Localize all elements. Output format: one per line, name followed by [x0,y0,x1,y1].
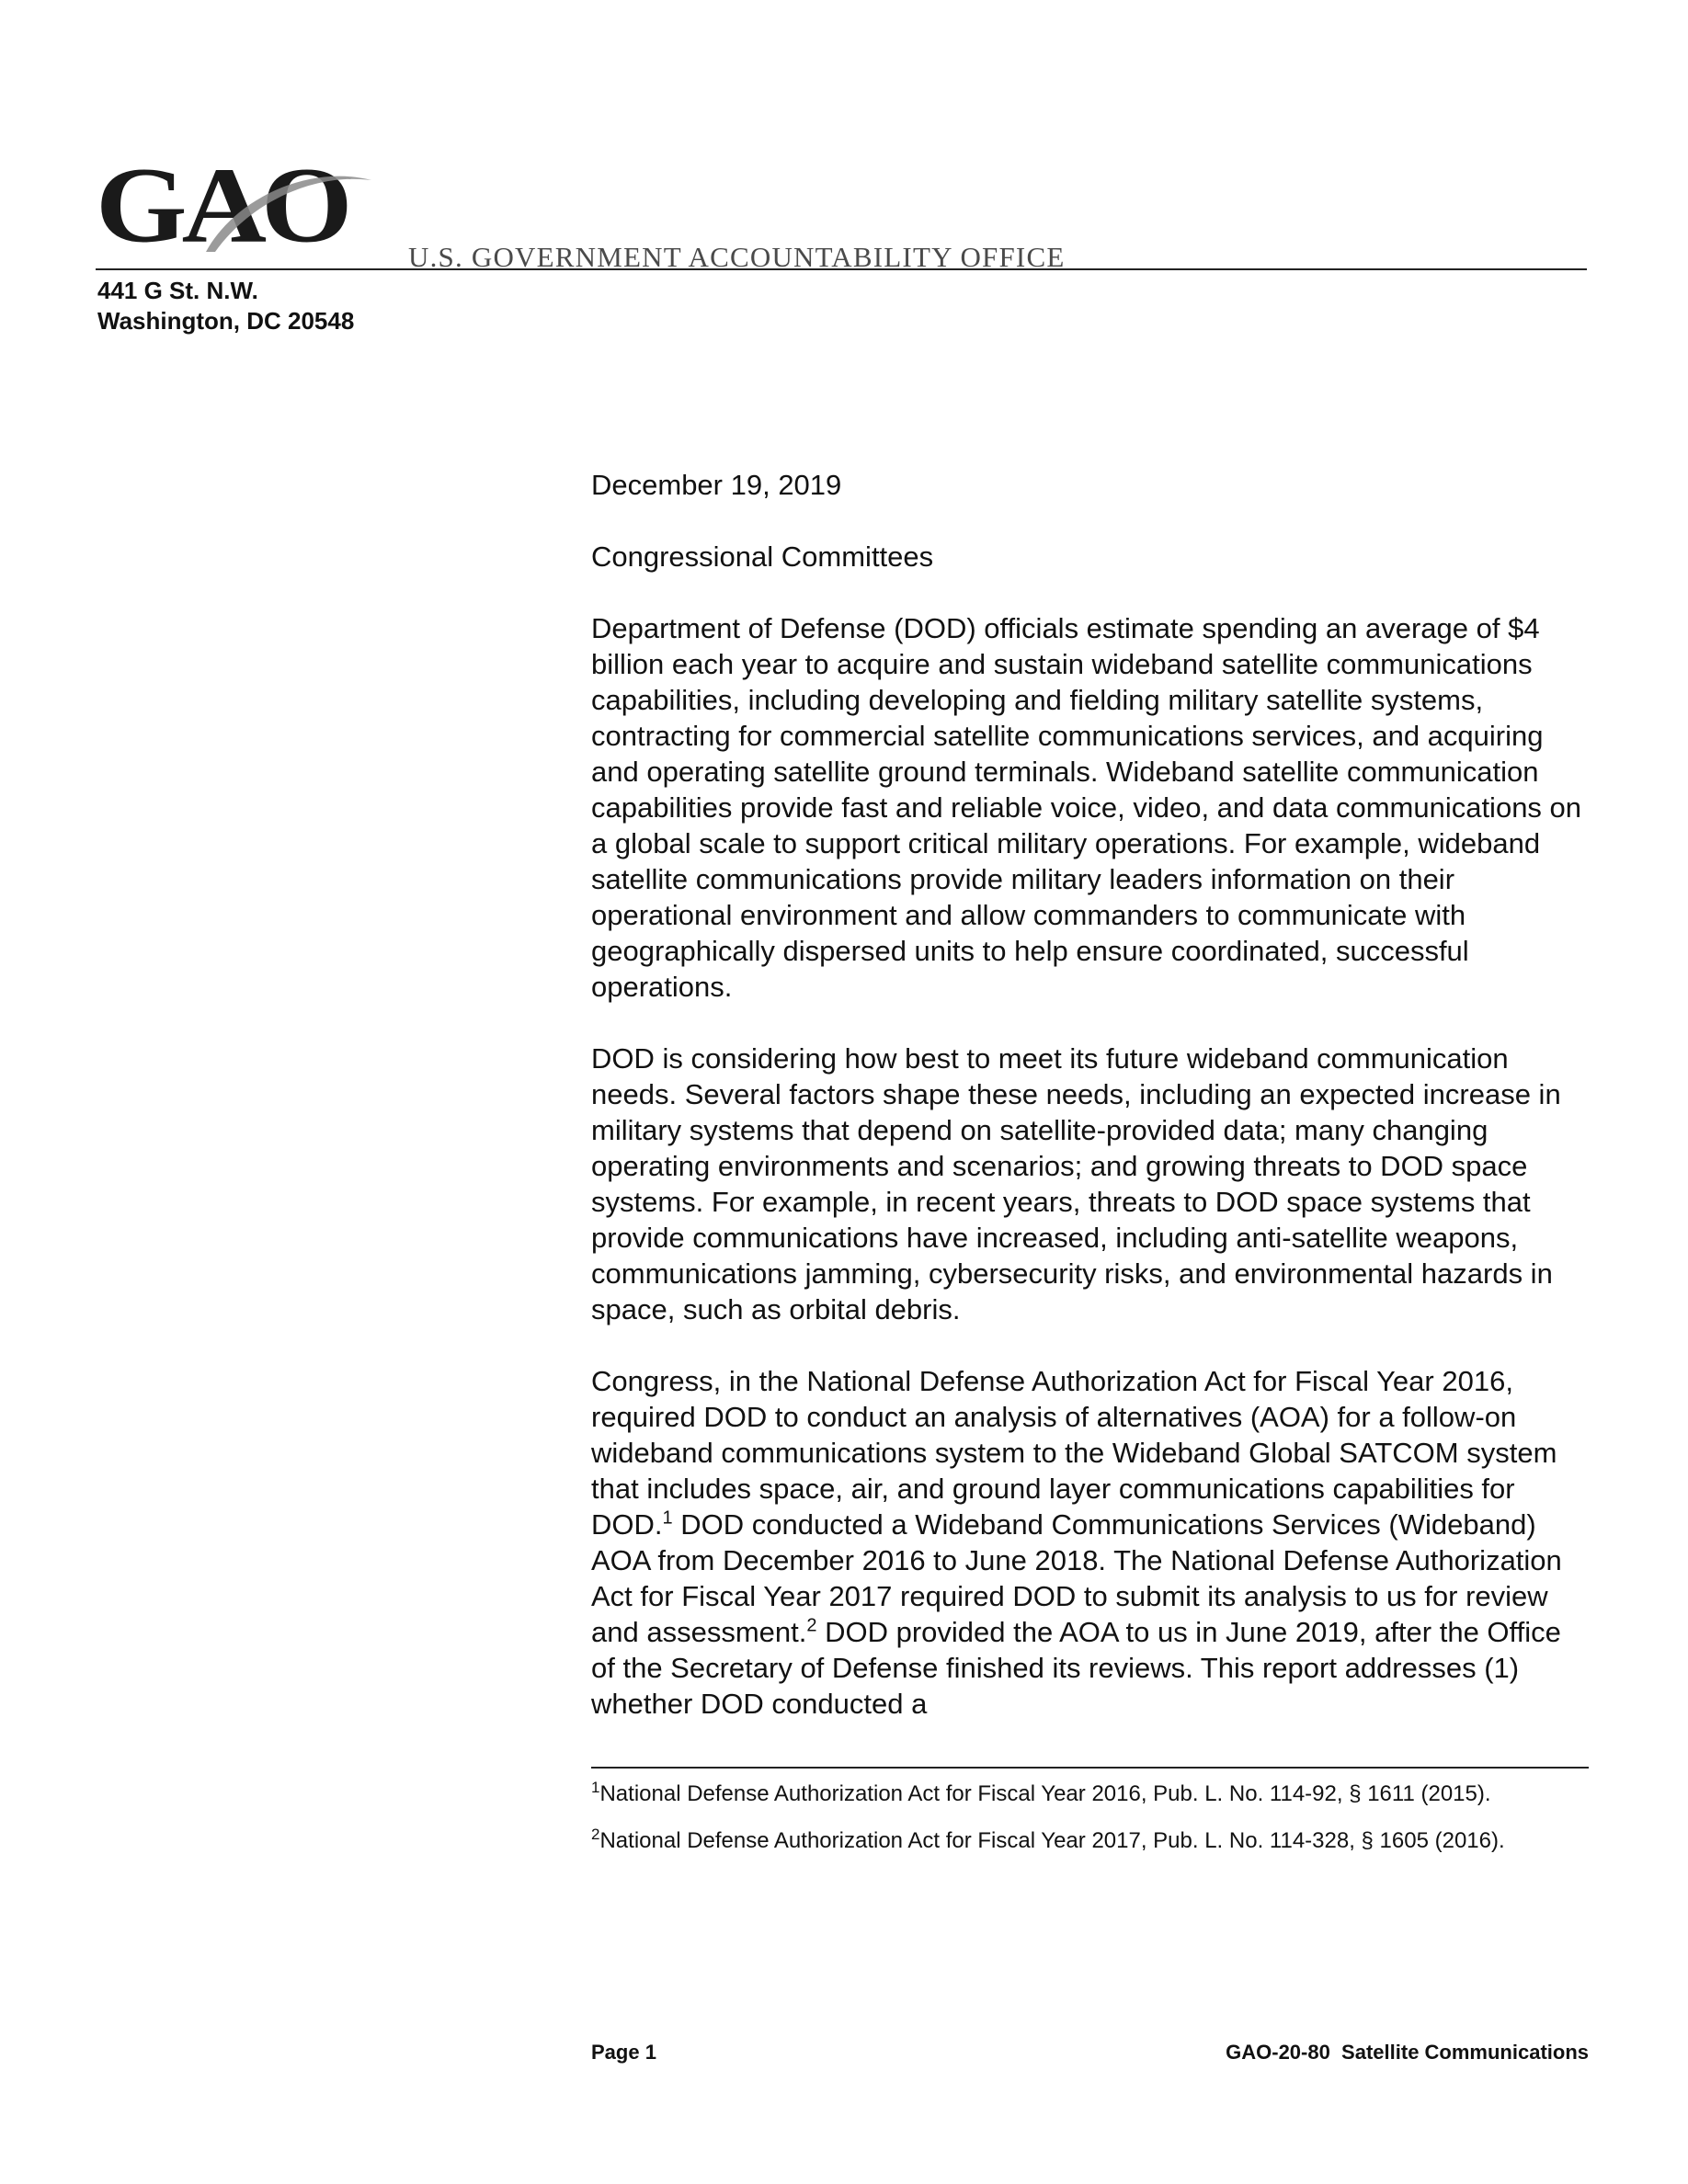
footnote-ref-2[interactable]: 2 [806,1615,817,1636]
paragraph-2: DOD is considering how best to meet its future wideband communication needs. Several factors shape these needs, including an expected increase in military systems that depend on satellite-provided data; many changing operating environments and scenarios; and growing threats to DOD space systems. For example, in recent years, threats to DOD space systems that provide communications have increased, including anti-satellite weapons, communications jamming, cybersecurity risks, and environmental hazards in space, such as orbital debris. [591,1042,1561,1325]
gao-logo-swoosh [96,164,390,270]
letterhead-rule [96,268,1587,270]
letterhead [96,144,1587,274]
report-id: GAO-20-80 Satellite Communications [1226,2041,1589,2064]
letter-date: December 19, 2019 [591,469,842,501]
footnote-number: 2 [591,1826,600,1843]
letter-body [591,467,1589,1757]
address-street: 441 G St. N.W. [97,277,258,304]
page-number: Page 1 [591,2041,656,2064]
footnote-2 [591,1826,1589,1855]
paragraph-3-text-2: DOD conducted a Wideband Communications Services (Wideband) AOA from December 2016 to June 2018. The National Defense Authorization Act for Fiscal Year 2017 required DOD to submit its analysis to us for review and assessment. [591,1508,1562,1648]
paragraph-3 [591,1363,1589,1722]
office-address [97,276,354,336]
footnotes [591,1780,1589,1873]
footnote-1 [591,1780,1589,1808]
footnote-number: 1 [591,1779,600,1796]
letter-salutation: Congressional Committees [591,540,934,573]
address-city: Washington, DC 20548 [97,307,355,335]
paragraph-1: Department of Defense (DOD) officials estimate spending an average of $4 billion each year to acquire and sustain wideband satellite communications capabilities, including developing and fielding military satellite systems, contracting for commercial satellite communications services, and acquiring and operating satellite ground terminals. Wideband satellite communication capabilities provide fast and reliable voice, video, and data communications on a global scale to support critical military operations. For example, wideband satellite communications provide military leaders information on their operational environment and allow commanders to communicate with geographically dispersed units to help ensure coordinated, successful operations. [591,612,1582,1003]
footnote-text: National Defense Authorization Act for Fiscal Year 2017, Pub. L. No. 114-328, § 1605 (2016). [599,1828,1505,1853]
paragraph-3-text-1: Congress, in the National Defense Authorization Act for Fiscal Year 2016, required DOD to conduct an analysis of alternatives (AOA) for a follow-on wideband communications system to the Wideband Global SATCOM system that includes space, air, and ground layer communications capabilities for DOD. [591,1365,1557,1541]
paragraph-3-text-3: DOD provided the AOA to us in June 2019, after the Office of the Secretary of Defense finished its reviews. This report addresses (1) whether DOD conducted a [591,1616,1561,1720]
footnote-text: National Defense Authorization Act for Fiscal Year 2016, Pub. L. No. 114-92, § 1611 (2015). [599,1781,1491,1806]
gao-logo [96,144,390,270]
footnote-rule [591,1767,1589,1769]
gao-logo-text: GAO [96,144,348,266]
footnote-ref-1[interactable]: 1 [662,1507,673,1529]
office-name: U.S. GOVERNMENT ACCOUNTABILITY OFFICE [408,241,1066,273]
